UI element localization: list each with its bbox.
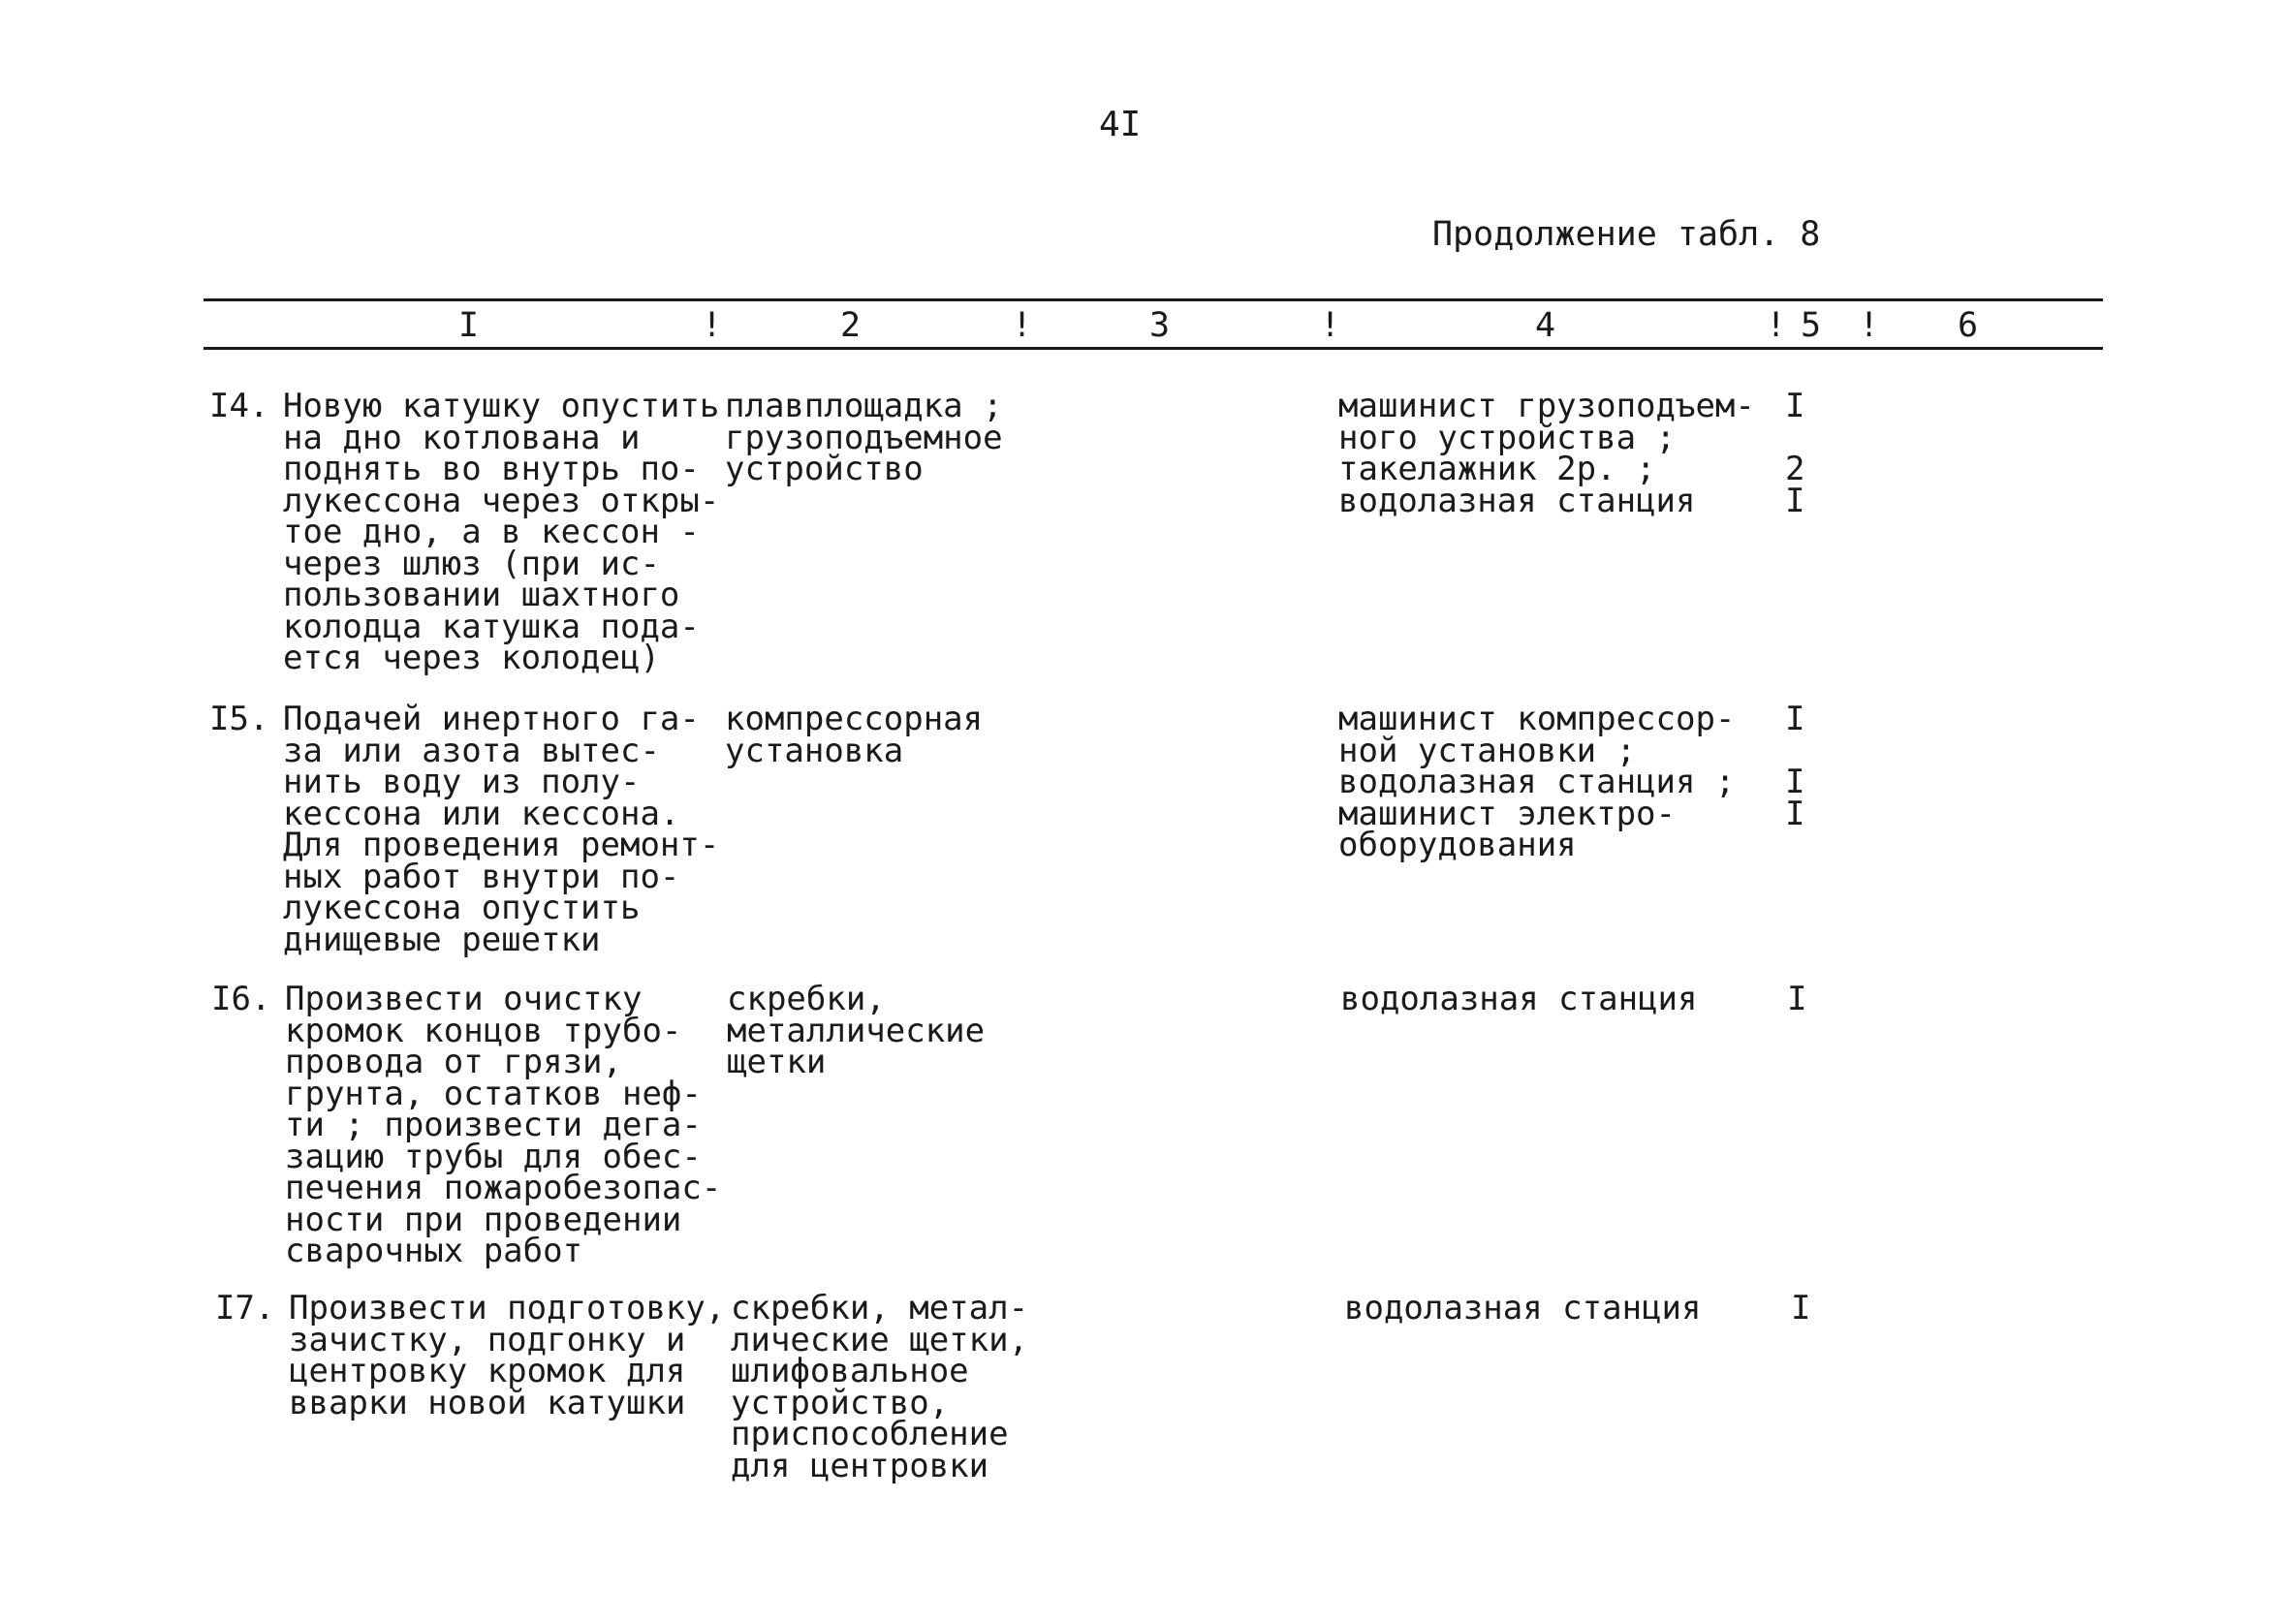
equipment-cell: компрессорная установка <box>725 700 984 770</box>
header-separator: ! <box>1859 306 1880 345</box>
quantity-cell: I <box>1791 1289 1811 1327</box>
workers-cell: водолазная станция <box>1344 1289 1702 1327</box>
table-caption: Продолжение табл. 8 <box>1432 215 1821 254</box>
page-number: 4I <box>1099 105 1142 144</box>
row-number: I7. <box>215 1289 275 1327</box>
header-separator: ! <box>1766 306 1787 345</box>
operation-cell: Новую катушку опустить на дно котлована и поднять во внутрь по- лукессона через откры- тое дно, а в кессон - через шлюз (при ис- пользовании шахтного колодца катушка пода- ется через колодец) <box>283 387 720 677</box>
operation-cell: Подачей инертного га- за или азота вытес- нить воду из полу- кессона или кессона. Для проведения ремонт- ных работ внутри по- лукессона опустить днищевые решетки <box>283 700 720 959</box>
header-col-1: I <box>458 306 480 345</box>
operation-cell: Произвести подготовку, зачистку, подгонку и центровку кромок для вварки новой катушки <box>289 1289 726 1422</box>
quantity-cell: I <box>1787 980 1807 1018</box>
workers-cell: машинист грузоподъем- ного устройства ; такелажник 2р. ; водолазная станция <box>1338 387 1755 520</box>
header-col-4: 4 <box>1535 306 1556 345</box>
row-number: I5. <box>209 700 269 738</box>
header-col-3: 3 <box>1149 306 1171 345</box>
workers-cell: водолазная станция <box>1340 980 1698 1018</box>
row-number: I6. <box>211 980 271 1018</box>
header-separator: ! <box>1012 306 1033 345</box>
workers-cell: машинист компрессор- ной установки ; водолазная станция ; машинист электро- оборудования <box>1338 700 1736 864</box>
table-rule-top <box>204 298 2103 301</box>
quantity-cell: I I I <box>1785 700 1805 833</box>
quantity-cell: I 2 I <box>1785 387 1805 520</box>
equipment-cell: плавплощадка ; грузоподъемное устройство <box>725 387 1003 488</box>
header-col-5: 5 <box>1801 306 1822 345</box>
header-col-2: 2 <box>840 306 862 345</box>
header-col-6: 6 <box>1958 306 1979 345</box>
equipment-cell: скребки, метал- лические щетки, шлифовальное устройство, приспособление для центровки <box>731 1289 1029 1485</box>
row-number: I4. <box>209 387 269 425</box>
operation-cell: Произвести очистку кромок концов трубо- провода от грязи, грунта, остатков неф- ти ; произвести дега- зацию трубы для обес- печения пожаробезопас- ности при проведении сварочных работ <box>285 980 722 1270</box>
header-separator: ! <box>702 306 723 345</box>
table-rule-bottom <box>204 347 2103 350</box>
header-separator: ! <box>1320 306 1341 345</box>
equipment-cell: скребки, металлические щетки <box>727 980 986 1081</box>
